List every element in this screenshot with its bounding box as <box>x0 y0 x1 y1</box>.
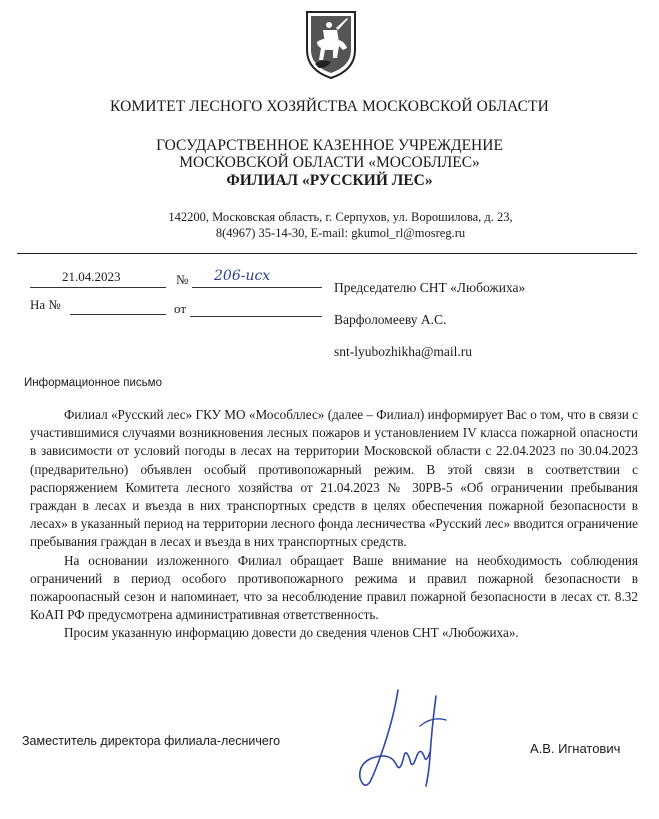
header-divider <box>17 253 637 254</box>
letter-number: 206-исх <box>214 268 271 284</box>
on-number-underline <box>70 314 166 315</box>
number-underline <box>192 287 322 288</box>
on-number-label: На № <box>30 297 61 312</box>
from-underline <box>190 316 322 317</box>
committee-name: КОМИТЕТ ЛЕСНОГО ХОЗЯЙСТВА МОСКОВСКОЙ ОБЛАСТИ <box>110 98 549 115</box>
letter-date: 21.04.2023 <box>62 269 121 284</box>
institution-name-line1: ГОСУДАРСТВЕННОЕ КАЗЕННОЕ УЧРЕЖДЕНИЕ <box>156 137 503 154</box>
address-line2: 8(4967) 35-14-30, E-mail: gkumol_rl@mosreg.ru <box>215 226 466 240</box>
recipient-title: Председателю СНТ «Любожиха» <box>334 280 526 295</box>
body-paragraph-3: Просим указанную информацию довести до сведения членов СНТ «Любожиха». <box>64 625 519 641</box>
coat-of-arms-icon <box>303 8 359 80</box>
number-label: № <box>176 272 189 287</box>
body-paragraph-1: Филиал «Русский лес» ГКУ МО «Мособллес» (далее – Филиал) информирует Вас о том, что в связи с участившимися случаями возникновения лесных пожаров и установлением IV класса пожарной опасности в зависимости от условий погоды в лесах на территории Московской области с 22.04.2023 по 30.04.2023 (предварительно) объявлен особый противопожарный режим. В этой связи в соответствии с распоряжением Комитета лесного хозяйства от 21.04.2023 № 30РВ-5 «Об ограничении пребывания граждан в лесах и въезда в них транспортных средств в целях обеспечения пожарной безопасности в лесах» в указанный период на территории лесного фонда лесничества «Русский лес» вводится ограничение пребывания граждан в лесах и въезда в них транспортных средств. <box>30 407 638 550</box>
body-paragraph-2: На основании изложенного Филиал обращает Ваше внимание на необходимость соблюдения ограничений в период особого противопожарного режима и правил пожарной безопасности в пожароопасный сезон и напоминает, что за несоблюдение правил пожарной безопасности в лесах ст. 8.32 КоАП РФ предусмотрена административная ответственность. <box>30 552 638 623</box>
letter-heading: Информационное письмо <box>24 377 162 389</box>
signer-name: А.В. Игнатович <box>530 741 621 756</box>
letter-body <box>30 406 638 643</box>
branch-name: ФИЛИАЛ «РУССКИЙ ЛЕС» <box>226 172 433 189</box>
recipient-email: snt-lyubozhikha@mail.ru <box>334 344 473 359</box>
date-underline <box>30 287 166 288</box>
from-label: от <box>174 301 187 316</box>
signer-position: Заместитель директора филиала-лесничего <box>22 734 281 748</box>
recipient-name: Варфоломееву А.С. <box>334 312 447 327</box>
institution-name-line2: МОСКОВСКОЙ ОБЛАСТИ «МОСОБЛЛЕС» <box>179 154 480 171</box>
address-line1: 142200, Московская область, г. Серпухов, ул. Ворошилова, д. 23, <box>168 210 513 224</box>
handwritten-signature <box>350 686 460 791</box>
